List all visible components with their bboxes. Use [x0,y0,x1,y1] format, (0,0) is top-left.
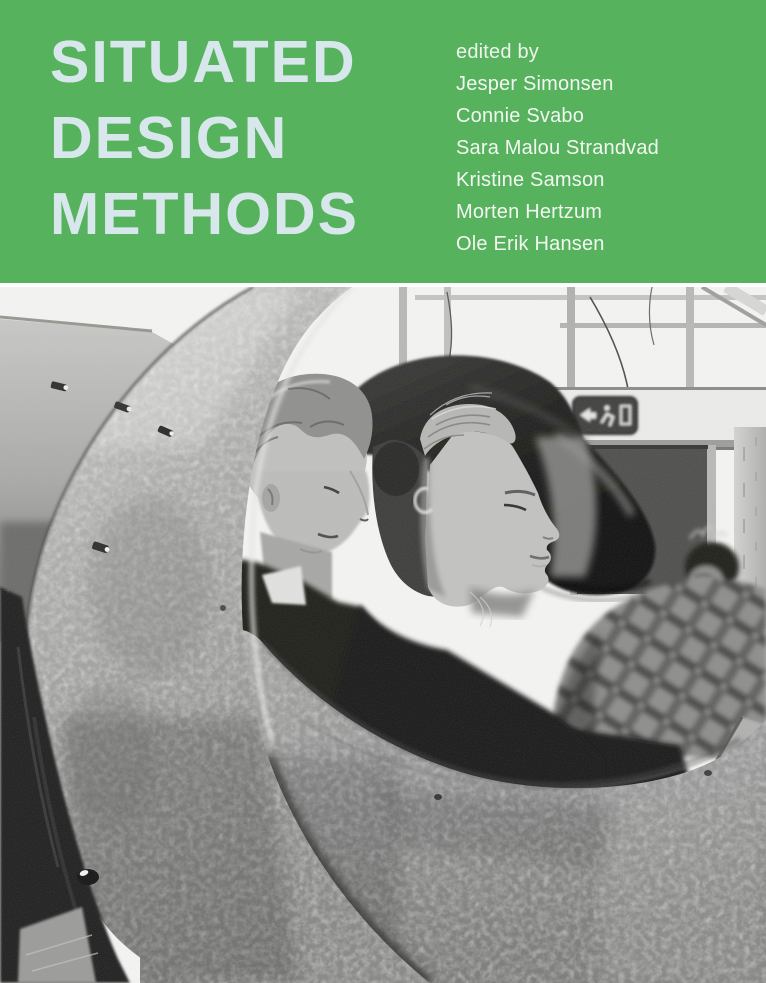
editor-name: Morten Hertzum [456,201,603,223]
title-line-3: METHODS [50,181,359,247]
edited-by-label: edited by [456,41,539,63]
green-header-band [0,0,766,283]
title-line-1: SITUATED [50,29,357,95]
editors-block [456,36,659,260]
film-grain-overlay [0,287,766,983]
editor-name: Jesper Simonsen [456,73,614,95]
editor-name: Ole Erik Hansen [456,233,605,255]
book-title [50,24,359,252]
editor-name: Connie Svabo [456,105,585,127]
editor-name: Kristine Samson [456,169,605,191]
editor-name: Sara Malou Strandvad [456,137,660,159]
title-line-2: DESIGN [50,105,289,171]
cover-photograph [0,287,766,983]
